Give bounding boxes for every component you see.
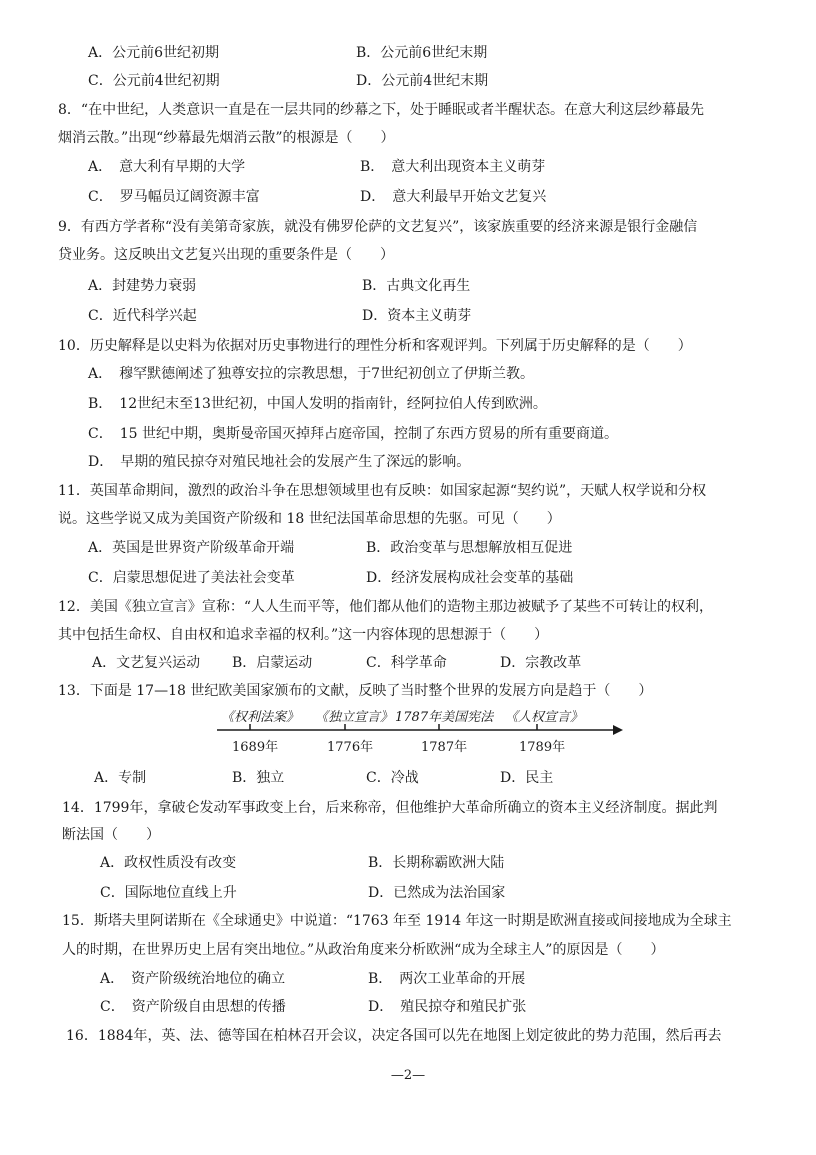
q10-option-d: D． 早期的殖民掠夺对殖民地社会的发展产生了深远的影响。 [88, 454, 471, 470]
q10-option-a: A． 穆罕默德阐述了独尊安拉的宗教思想，于7世纪初创立了伊斯兰教。 [88, 366, 535, 382]
timeline-year-1787: 1787年 [421, 740, 468, 755]
timeline-label-declaration-of-independence: 《独立宣言》 [315, 710, 394, 725]
q15-stem-line1: 15．斯塔夫里阿诺斯在《全球通史》中说道：“1763 年至 1914 年这一时期是欧洲直接或间接地成为全球主 [62, 913, 732, 929]
q14-option-a: A．政权性质没有改变 [100, 855, 237, 871]
q12-option-b: B．启蒙运动 [232, 655, 313, 671]
q9-option-a: A．封建势力衰弱 [88, 278, 197, 294]
q14-option-c: C．国际地位直线上升 [100, 885, 237, 901]
q12-stem-line1: 12．美国《独立宣言》宣称：“人人生而平等，他们都从他们的造物主那边被赋予了某些不可转让的权利， [58, 599, 713, 615]
q15-option-a: A． 资产阶级统治地位的确立 [100, 971, 286, 987]
q7-option-d: D．公元前4世纪末期 [356, 73, 489, 89]
q15-option-b: B． 两次工业革命的开展 [368, 971, 526, 987]
q11-option-d: D．经济发展构成社会变革的基础 [366, 570, 574, 586]
q8-stem-line1: 8．“在中世纪，人类意识一直是在一层共同的纱幕之下，处于睡眠或者半醒状态。在意大利这层纱幕最先 [58, 102, 705, 118]
q7-option-a: A．公元前6世纪初期 [88, 45, 220, 61]
timeline-axis [215, 722, 625, 736]
q16-stem-line1: 16．1884年，英、法、德等国在柏林召开会议，决定各国可以先在地图上划定彼此的势力范围，然后再去 [66, 1028, 722, 1044]
q13-option-c: C．冷战 [366, 770, 419, 786]
q12-option-c: C．科学革命 [366, 655, 447, 671]
q9-option-d: D．资本主义萌芽 [362, 308, 472, 324]
timeline-label-us-constitution: 1787年美国宪法 [395, 710, 494, 725]
q11-option-a: A．英国是世界资产阶级革命开端 [88, 540, 295, 556]
q11-option-b: B．政治变革与思想解放相互促进 [366, 540, 573, 556]
q7-option-c: C．公元前4世纪初期 [88, 73, 220, 89]
q14-stem-line1: 14．1799年，拿破仑发动军事政变上台，后来称帝，但他维护大革命所确立的资本主义经济制度。据此判 [62, 800, 718, 816]
page-number: —2— [390, 1068, 426, 1083]
q15-option-d: D． 殖民掠夺和殖民扩张 [368, 999, 527, 1015]
timeline-label-rights-of-man: 《人权宣言》 [505, 710, 584, 725]
q13-stem: 13．下面是 17—18 世纪欧美国家颁布的文献，反映了当时整个世界的发展方向是趋于（ ） [58, 683, 653, 699]
q9-option-c: C．近代科学兴起 [88, 308, 197, 324]
q10-stem: 10．历史解释是以史料为依据对历史事物进行的理性分析和客观评判。下列属于历史解释的是（ ） [58, 338, 692, 354]
q9-stem-line1: 9．有西方学者称“没有美第奇家族，就没有佛罗伦萨的文艺复兴”，该家族重要的经济来源是银行金融信 [58, 219, 698, 235]
q15-stem-line2: 人的时期，在世界历史上居有突出地位。”从政治角度来分析欧洲“成为全球主人”的原因是（ ） [62, 942, 665, 958]
timeline-year-1689: 1689年 [232, 740, 279, 755]
timeline-arrow-icon [613, 725, 623, 735]
q14-option-d: D．已然成为法治国家 [368, 885, 506, 901]
q14-stem-line2: 断法国（ ） [62, 827, 160, 843]
q8-option-b: B． 意大利出现资本主义萌芽 [360, 159, 546, 175]
q15-option-c: C． 资产阶级自由思想的传播 [100, 999, 286, 1015]
q11-option-c: C．启蒙思想促进了美法社会变革 [88, 570, 295, 586]
q12-option-d: D．宗教改革 [500, 655, 582, 671]
q11-stem-line2: 说。这些学说又成为美国资产阶级和 18 世纪法国革命思想的先驱。可见（ ） [58, 511, 561, 527]
q13-timeline [215, 706, 625, 754]
q11-stem-line1: 11．英国革命期间，激烈的政治斗争在思想领域里也有反映：如国家起源“契约说”，天赋人权学说和分权 [58, 483, 707, 499]
q8-option-c: C． 罗马幅员辽阔资源丰富 [88, 189, 260, 205]
q8-option-d: D． 意大利最早开始文艺复兴 [360, 189, 547, 205]
q13-option-a: A．专制 [94, 770, 147, 786]
q14-option-b: B．长期称霸欧洲大陆 [368, 855, 505, 871]
timeline-year-1789: 1789年 [519, 740, 566, 755]
q10-option-b: B． 12世纪末至13世纪初，中国人发明的指南针，经阿拉伯人传到欧洲。 [88, 396, 547, 412]
timeline-year-1776: 1776年 [327, 740, 374, 755]
q10-option-c: C． 15 世纪中期，奥斯曼帝国灭掉拜占庭帝国，控制了东西方贸易的所有重要商道。 [88, 426, 618, 442]
q9-stem-line2: 贷业务。这反映出文艺复兴出现的重要条件是（ ） [58, 247, 394, 263]
q8-stem-line2: 烟消云散。”出现“纱幕最先烟消云散”的根源是（ ） [58, 130, 395, 146]
q13-option-b: B．独立 [232, 770, 285, 786]
q12-stem-line2: 其中包括生命权、自由权和追求幸福的权利。”这一内容体现的思想源于（ ） [58, 627, 549, 643]
q13-option-d: D．民主 [500, 770, 554, 786]
q12-option-a: A．文艺复兴运动 [92, 655, 201, 671]
timeline-label-bill-of-rights: 《权利法案》 [221, 710, 300, 725]
q8-option-a: A． 意大利有早期的大学 [88, 159, 246, 175]
q7-option-b: B．公元前6世纪末期 [356, 45, 488, 61]
q9-option-b: B．古典文化再生 [362, 278, 471, 294]
